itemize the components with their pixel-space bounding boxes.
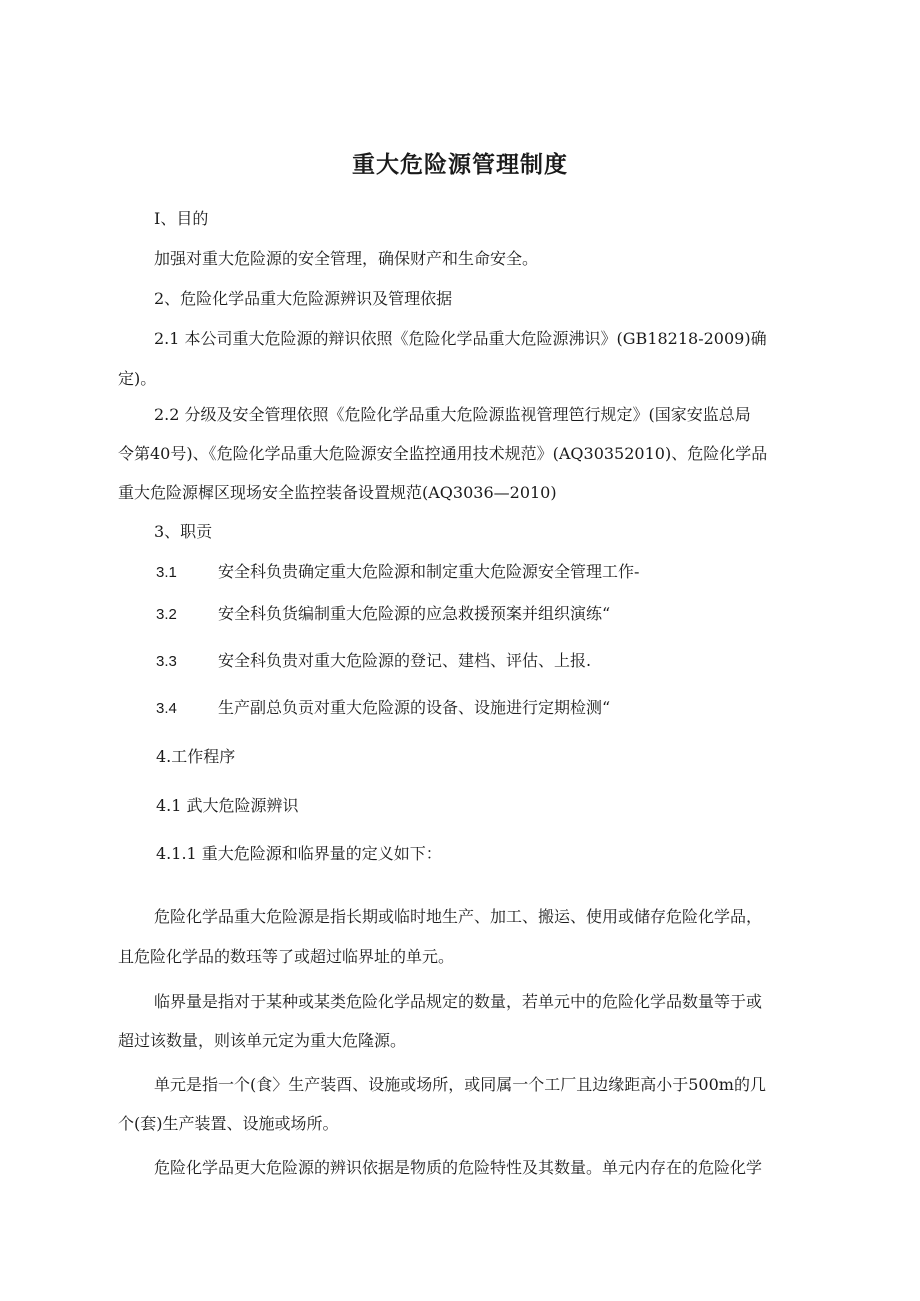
section-1-heading: I、目的 [154,209,209,228]
duty-text: 生产副总负贡对重大危险源的设备、设施进行定期检测“ [218,698,611,717]
paragraph: 危险化学品更大危险源的辨识依据是物质的危险特性及其数量。单元内存在的危险化学 [154,1158,763,1177]
paragraph: 危险化学品重大危险源是指长期或临时地生产、加工、搬运、使用或储存危险化学品， [154,907,763,926]
paragraph-continuation: 令第40号)、《危险化学品重大危险源安全监控通用技术规范》(AQ30352010)、危险化学品 [118,444,768,463]
paragraph-continuation: 定)。 [118,369,157,388]
paragraph: 单元是指一个(食〉生产装酉、设施或场所，或同属一个工厂且边缘距高小于500m的几 [154,1075,766,1094]
duty-number: 3.1 [156,564,177,581]
paragraph: 2.2 分级及安全管理依照《危险化学品重大危险源监视管理笆行规定》(国家安监总局 [154,405,751,424]
duty-text: 安全科负贵确定重大危险源和制定重大危险源安全管理工作- [218,562,640,581]
section-3-heading: 3、职贡 [154,522,213,541]
paragraph-continuation: 且危险化学品的数珏等了或超过临界址的单元。 [118,947,455,966]
duty-item [156,650,591,673]
duty-text: 安全科负贵对重大危险源的登记、建档、评估、上报. [218,651,592,670]
duty-item [156,561,639,584]
page-title: 重大危险源管理制度 [352,152,568,178]
paragraph: 2.1 本公司重大危险源的辩识依照《危险化学品重大危险源沸识》(GB18218-2009)确 [154,329,767,348]
duty-item [156,697,610,720]
paragraph-continuation: 超过该数量，则该单元定为重大危隆源。 [118,1031,407,1050]
section-4-heading: 4.工作程序 [156,747,236,766]
subsection-heading: 4.1.1 重大危险源和临界量的定义如下： [156,844,442,863]
section-2-heading: 2、危险化学品重大危险源辨识及管理依据 [154,289,453,308]
paragraph-continuation: 重大危险源樨区现场安全监控装备设置规范(AQ3036—2010) [118,483,557,502]
paragraph-continuation: 个(套)生产装置、设施或场所。 [118,1114,339,1133]
duty-number: 3.4 [156,700,177,717]
duty-item [156,603,610,626]
subsection-heading: 4.1 武大危险源辨识 [156,796,299,815]
paragraph: 加强对重大危险源的安全管理，确保财产和生命安全。 [154,249,539,268]
duty-text: 安全科负货编制重大危险源的应急救援预案并组织演练“ [218,604,611,623]
paragraph: 临界量是指对于某种或某类危险化学品规定的数量，若单元中的危险化学品数量等于或 [154,992,763,1011]
duty-number: 3.3 [156,653,177,670]
duty-number: 3.2 [156,606,177,623]
